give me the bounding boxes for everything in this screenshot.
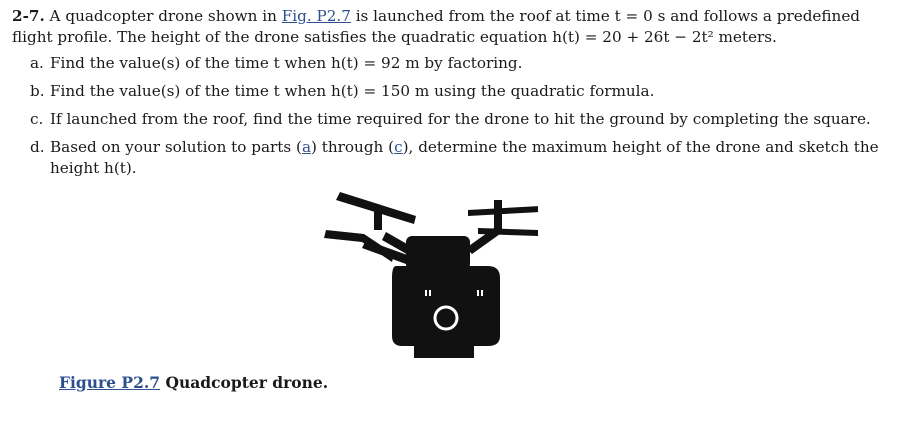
- part-label: d.: [30, 138, 45, 156]
- quadcopter-drone-icon: [318, 186, 538, 366]
- problem-intro: 2-7. A quadcopter drone shown in Fig. P2.7 is launched from the roof at time t = 0 s and follows a predefined flight profile. The height of the drone satisfies the quadratic equation h(t) = 20 + 26t − 2t² meters.: [12, 7, 861, 46]
- parts-list: [12, 53, 892, 179]
- part-text: Based on your solution to parts (a) through (c), determine the maximum height of the drone and sketch the height h(t).: [50, 138, 879, 177]
- problem-number: 2-7.: [12, 7, 45, 25]
- figure-caption-link[interactable]: Figure P2.7: [59, 373, 161, 392]
- part-item: [30, 109, 892, 130]
- figure-caption-text: Quadcopter drone.: [160, 373, 329, 392]
- part-item: [30, 137, 892, 179]
- part-c-link[interactable]: c: [394, 138, 403, 156]
- part-label: b.: [30, 82, 45, 100]
- part-item: [30, 53, 892, 74]
- part-item: [30, 81, 892, 102]
- part-text: Find the value(s) of the time t when h(t) = 92 m by factoring.: [50, 54, 523, 72]
- part-a-link[interactable]: a: [301, 138, 312, 156]
- height-equation: h(t) = 20 + 26t − 2t² meters.: [552, 28, 777, 46]
- figure-link[interactable]: Fig. P2.7: [281, 7, 351, 25]
- problem-statement: [12, 6, 892, 186]
- figure-caption: [59, 373, 328, 392]
- part-text: If launched from the roof, find the time required for the drone to hit the ground by completing the square.: [50, 110, 871, 128]
- part-label: c.: [30, 110, 44, 128]
- part-label: a.: [30, 54, 44, 72]
- part-text: Find the value(s) of the time t when h(t) = 150 m using the quadratic formula.: [50, 82, 655, 100]
- initial-time: t = 0 s: [614, 7, 666, 25]
